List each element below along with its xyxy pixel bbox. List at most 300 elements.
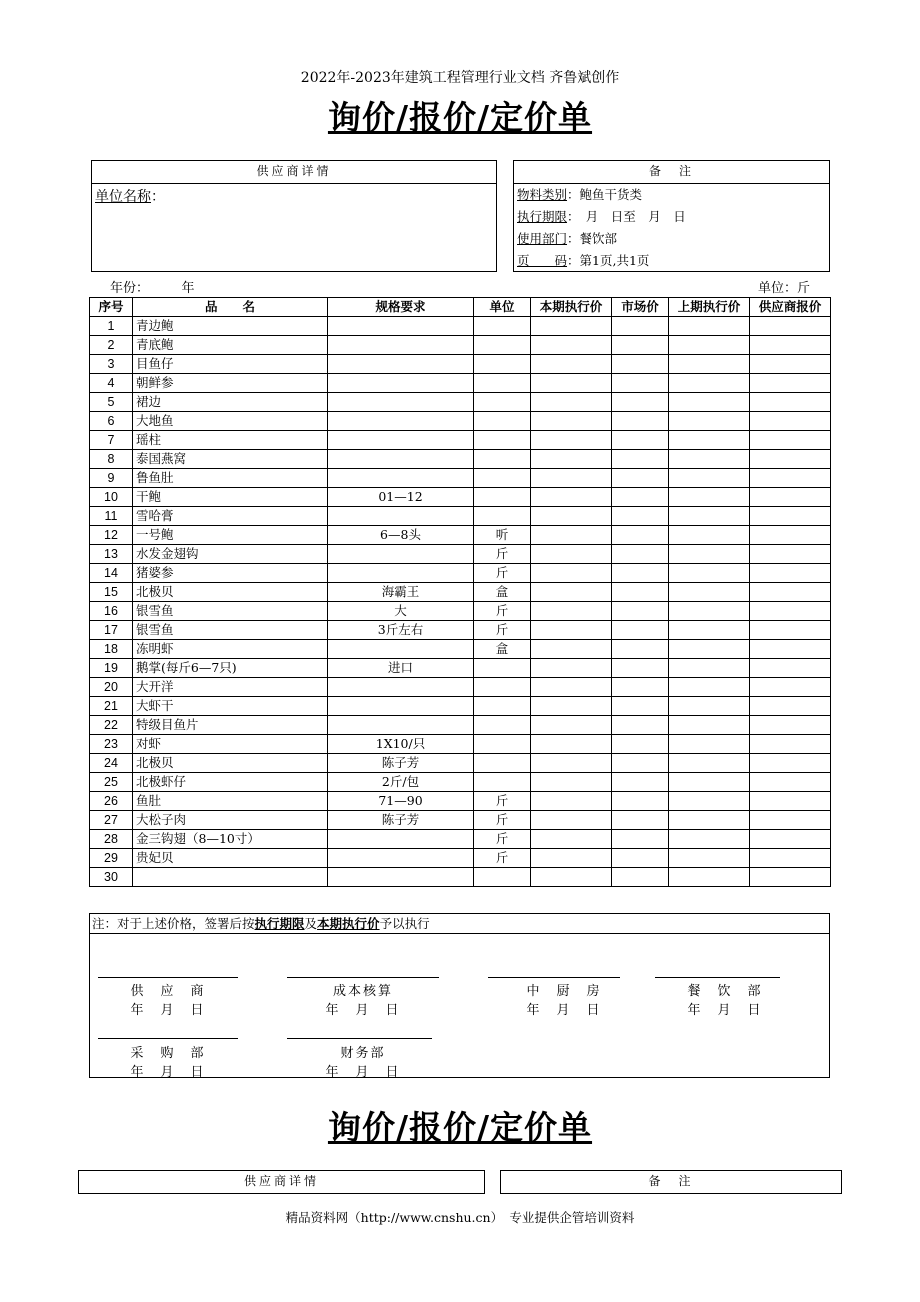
table-row xyxy=(90,640,831,659)
table-row xyxy=(90,412,831,431)
row-current-price xyxy=(531,849,612,868)
row-supplier-quote xyxy=(750,317,831,336)
row-index: 10 xyxy=(90,488,133,507)
row-supplier-quote xyxy=(750,431,831,450)
row-index: 2 xyxy=(90,336,133,355)
note-price: 本期执行价 xyxy=(317,916,380,931)
note-mid: 及 xyxy=(304,916,318,931)
table-header-row xyxy=(90,298,831,317)
signature-role: 供 应 商 xyxy=(130,984,206,999)
header-index: 序号 xyxy=(90,298,133,317)
row-unit xyxy=(474,716,531,735)
unit-name-row xyxy=(95,186,165,206)
execution-period-label: 执行期限 xyxy=(517,209,568,224)
supplier-details-heading-repeat: 供应商详情 xyxy=(243,1174,319,1188)
row-previous-price xyxy=(669,412,750,431)
unit-name-label: 单位名称 xyxy=(95,189,151,205)
row-supplier-quote xyxy=(750,716,831,735)
row-item-name: 鹅掌(每斤6—7只) xyxy=(133,659,328,678)
table-row xyxy=(90,336,831,355)
row-item-name: 大地鱼 xyxy=(133,412,328,431)
signature-role: 中 厨 房 xyxy=(526,984,602,999)
supplier-details-box-repeat xyxy=(78,1170,485,1194)
signature-date: 年 月 日 xyxy=(130,1065,206,1080)
row-index: 12 xyxy=(90,526,133,545)
row-market-price xyxy=(612,488,669,507)
page-footer: 精品资料网（http://www.cnshu.cn） 专业提供企管培训资料 xyxy=(285,1210,635,1225)
signature-purchasing xyxy=(98,1042,238,1080)
table-row xyxy=(90,469,831,488)
page-number-value: ：第1页,共1页 xyxy=(567,253,650,268)
row-current-price xyxy=(531,507,612,526)
row-spec xyxy=(328,355,474,374)
row-previous-price xyxy=(669,488,750,507)
row-supplier-quote xyxy=(750,393,831,412)
row-previous-price xyxy=(669,393,750,412)
row-item-name: 一号鲍 xyxy=(133,526,328,545)
row-spec xyxy=(328,830,474,849)
row-unit xyxy=(474,659,531,678)
row-current-price xyxy=(531,697,612,716)
row-spec: 3斤左右 xyxy=(328,621,474,640)
table-row xyxy=(90,849,831,868)
row-previous-price xyxy=(669,621,750,640)
row-spec xyxy=(328,393,474,412)
remarks-box-repeat xyxy=(500,1170,842,1194)
row-item-name: 大开洋 xyxy=(133,678,328,697)
remarks-execution-period xyxy=(517,210,686,224)
page-number-label: 页 码 xyxy=(517,253,568,268)
row-index: 24 xyxy=(90,754,133,773)
row-market-price xyxy=(612,811,669,830)
row-index: 26 xyxy=(90,792,133,811)
row-spec xyxy=(328,412,474,431)
row-index: 25 xyxy=(90,773,133,792)
row-market-price xyxy=(612,507,669,526)
row-supplier-quote xyxy=(750,412,831,431)
row-spec: 01—12 xyxy=(328,488,474,507)
row-previous-price xyxy=(669,678,750,697)
table-row xyxy=(90,507,831,526)
remarks-page-number xyxy=(517,254,649,268)
row-unit xyxy=(474,678,531,697)
row-index: 29 xyxy=(90,849,133,868)
header-current-price: 本期执行价 xyxy=(531,298,612,317)
price-table xyxy=(89,297,831,887)
row-supplier-quote xyxy=(750,811,831,830)
department-value: ：餐饮部 xyxy=(567,231,618,246)
row-item-name: 对虾 xyxy=(133,735,328,754)
table-row xyxy=(90,355,831,374)
remarks-box xyxy=(513,160,830,272)
row-previous-price xyxy=(669,336,750,355)
supplier-details-heading: 供应商详情 xyxy=(92,161,496,184)
signature-line-purchasing xyxy=(98,1038,238,1039)
row-current-price xyxy=(531,868,612,887)
row-spec: 陈子芳 xyxy=(328,811,474,830)
row-current-price xyxy=(531,393,612,412)
row-current-price xyxy=(531,374,612,393)
row-market-price xyxy=(612,317,669,336)
row-previous-price xyxy=(669,564,750,583)
row-unit: 盒 xyxy=(474,640,531,659)
table-row xyxy=(90,374,831,393)
row-unit: 斤 xyxy=(474,830,531,849)
row-spec xyxy=(328,697,474,716)
row-spec xyxy=(328,317,474,336)
row-unit xyxy=(474,393,531,412)
row-market-price xyxy=(612,697,669,716)
row-spec xyxy=(328,678,474,697)
table-row xyxy=(90,393,831,412)
row-spec xyxy=(328,640,474,659)
row-current-price xyxy=(531,526,612,545)
row-previous-price xyxy=(669,355,750,374)
row-supplier-quote xyxy=(750,374,831,393)
row-unit xyxy=(474,317,531,336)
row-unit: 盒 xyxy=(474,583,531,602)
signature-date: 年 月 日 xyxy=(325,1003,401,1018)
row-previous-price xyxy=(669,659,750,678)
row-spec xyxy=(328,716,474,735)
row-unit: 斤 xyxy=(474,849,531,868)
row-item-name: 贵妃贝 xyxy=(133,849,328,868)
row-unit: 斤 xyxy=(474,602,531,621)
row-spec xyxy=(328,431,474,450)
remarks-heading: 备 注 xyxy=(514,161,829,184)
row-current-price xyxy=(531,621,612,640)
row-item-name: 泰国燕窝 xyxy=(133,450,328,469)
row-index: 22 xyxy=(90,716,133,735)
row-current-price xyxy=(531,792,612,811)
row-previous-price xyxy=(669,469,750,488)
row-supplier-quote xyxy=(750,583,831,602)
row-current-price xyxy=(531,336,612,355)
row-market-price xyxy=(612,678,669,697)
header-market-price: 市场价 xyxy=(612,298,669,317)
table-row xyxy=(90,659,831,678)
row-previous-price xyxy=(669,868,750,887)
row-item-name: 大虾干 xyxy=(133,697,328,716)
document-header: 2022年-2023年建筑工程管理行业文档 齐鲁斌创作 xyxy=(300,70,620,86)
row-previous-price xyxy=(669,849,750,868)
row-supplier-quote xyxy=(750,602,831,621)
signature-supplier xyxy=(98,980,238,1018)
row-spec: 2斤/包 xyxy=(328,773,474,792)
row-current-price xyxy=(531,583,612,602)
signature-line-finance xyxy=(287,1038,432,1039)
row-market-price xyxy=(612,336,669,355)
signature-line-kitchen xyxy=(488,977,620,978)
signature-finance xyxy=(287,1042,439,1080)
table-row xyxy=(90,735,831,754)
row-unit xyxy=(474,355,531,374)
execution-note xyxy=(90,914,829,934)
signature-date: 年 月 日 xyxy=(325,1065,401,1080)
row-index: 6 xyxy=(90,412,133,431)
row-supplier-quote xyxy=(750,545,831,564)
row-index: 18 xyxy=(90,640,133,659)
row-current-price xyxy=(531,735,612,754)
row-supplier-quote xyxy=(750,754,831,773)
row-supplier-quote xyxy=(750,507,831,526)
row-market-price xyxy=(612,621,669,640)
row-index: 19 xyxy=(90,659,133,678)
row-index: 27 xyxy=(90,811,133,830)
row-current-price xyxy=(531,773,612,792)
table-row xyxy=(90,773,831,792)
row-unit: 听 xyxy=(474,526,531,545)
row-spec: 1X10/只 xyxy=(328,735,474,754)
row-unit xyxy=(474,754,531,773)
row-index: 16 xyxy=(90,602,133,621)
row-supplier-quote xyxy=(750,868,831,887)
year-label: 年份： 年 xyxy=(110,281,195,296)
row-previous-price xyxy=(669,773,750,792)
signature-role: 采 购 部 xyxy=(130,1046,206,1061)
header-supplier-quote: 供应商报价 xyxy=(750,298,831,317)
row-current-price xyxy=(531,469,612,488)
row-spec xyxy=(328,507,474,526)
row-previous-price xyxy=(669,754,750,773)
row-current-price xyxy=(531,830,612,849)
signature-date: 年 月 日 xyxy=(130,1003,206,1018)
row-supplier-quote xyxy=(750,659,831,678)
row-current-price xyxy=(531,412,612,431)
row-index: 15 xyxy=(90,583,133,602)
row-unit: 斤 xyxy=(474,792,531,811)
row-market-price xyxy=(612,849,669,868)
row-supplier-quote xyxy=(750,697,831,716)
row-item-name: 银雪鱼 xyxy=(133,602,328,621)
row-market-price xyxy=(612,640,669,659)
row-index: 23 xyxy=(90,735,133,754)
row-index: 14 xyxy=(90,564,133,583)
row-market-price xyxy=(612,830,669,849)
row-supplier-quote xyxy=(750,621,831,640)
row-index: 9 xyxy=(90,469,133,488)
header-spec: 规格要求 xyxy=(328,298,474,317)
row-item-name: 水发金翅钩 xyxy=(133,545,328,564)
table-row xyxy=(90,621,831,640)
page-title: 询价/报价/定价单 xyxy=(327,98,593,137)
row-item-name xyxy=(133,868,328,887)
table-row xyxy=(90,678,831,697)
row-index: 21 xyxy=(90,697,133,716)
row-supplier-quote xyxy=(750,830,831,849)
note-prefix: 注：对于上述价格，签署后按 xyxy=(92,916,255,931)
row-item-name: 银雪鱼 xyxy=(133,621,328,640)
row-index: 17 xyxy=(90,621,133,640)
row-market-price xyxy=(612,735,669,754)
row-previous-price xyxy=(669,830,750,849)
supplier-details-box xyxy=(91,160,497,272)
row-item-name: 青底鲍 xyxy=(133,336,328,355)
row-item-name: 北极贝 xyxy=(133,754,328,773)
row-supplier-quote xyxy=(750,526,831,545)
row-market-price xyxy=(612,868,669,887)
row-market-price xyxy=(612,450,669,469)
signature-date: 年 月 日 xyxy=(526,1003,602,1018)
row-current-price xyxy=(531,811,612,830)
row-unit xyxy=(474,412,531,431)
signature-role: 餐 饮 部 xyxy=(687,984,763,999)
row-unit: 斤 xyxy=(474,564,531,583)
row-index: 30 xyxy=(90,868,133,887)
material-type-label: 物料类别 xyxy=(517,187,568,202)
row-current-price xyxy=(531,602,612,621)
row-previous-price xyxy=(669,697,750,716)
row-spec xyxy=(328,374,474,393)
row-supplier-quote xyxy=(750,564,831,583)
row-spec xyxy=(328,849,474,868)
row-spec xyxy=(328,336,474,355)
row-unit: 斤 xyxy=(474,811,531,830)
table-row xyxy=(90,450,831,469)
row-current-price xyxy=(531,488,612,507)
row-spec: 海霸王 xyxy=(328,583,474,602)
row-item-name: 干鲍 xyxy=(133,488,328,507)
row-index: 20 xyxy=(90,678,133,697)
row-item-name: 裙边 xyxy=(133,393,328,412)
signature-role: 财务部 xyxy=(340,1046,386,1061)
row-item-name: 特级目鱼片 xyxy=(133,716,328,735)
row-spec xyxy=(328,469,474,488)
row-unit xyxy=(474,735,531,754)
row-spec: 进口 xyxy=(328,659,474,678)
row-previous-price xyxy=(669,583,750,602)
row-unit xyxy=(474,773,531,792)
unit-label: 单位：斤 xyxy=(758,281,811,296)
row-index: 8 xyxy=(90,450,133,469)
row-item-name: 瑶柱 xyxy=(133,431,328,450)
row-index: 1 xyxy=(90,317,133,336)
row-current-price xyxy=(531,564,612,583)
row-supplier-quote xyxy=(750,735,831,754)
row-spec: 71—90 xyxy=(328,792,474,811)
row-index: 28 xyxy=(90,830,133,849)
row-unit xyxy=(474,431,531,450)
table-row xyxy=(90,526,831,545)
header-item-name: 品 名 xyxy=(133,298,328,317)
signature-dining xyxy=(650,980,800,1018)
signature-kitchen xyxy=(488,980,640,1018)
remarks-heading-repeat: 备 注 xyxy=(648,1174,694,1188)
row-market-price xyxy=(612,583,669,602)
row-item-name: 朝鲜参 xyxy=(133,374,328,393)
row-current-price xyxy=(531,678,612,697)
row-unit: 斤 xyxy=(474,545,531,564)
row-previous-price xyxy=(669,526,750,545)
row-item-name: 青边鲍 xyxy=(133,317,328,336)
signature-line-supplier xyxy=(98,977,238,978)
table-row xyxy=(90,317,831,336)
row-spec xyxy=(328,450,474,469)
row-market-price xyxy=(612,393,669,412)
row-market-price xyxy=(612,659,669,678)
row-market-price xyxy=(612,602,669,621)
note-suffix: 予以执行 xyxy=(379,916,430,931)
remarks-department xyxy=(517,232,617,246)
row-item-name: 雪哈膏 xyxy=(133,507,328,526)
row-index: 5 xyxy=(90,393,133,412)
row-spec xyxy=(328,545,474,564)
row-supplier-quote xyxy=(750,640,831,659)
row-item-name: 冻明虾 xyxy=(133,640,328,659)
table-row xyxy=(90,754,831,773)
signature-line-dining xyxy=(655,977,780,978)
page-title-repeat: 询价/报价/定价单 xyxy=(327,1108,593,1147)
row-spec: 6—8头 xyxy=(328,526,474,545)
row-spec xyxy=(328,868,474,887)
row-current-price xyxy=(531,754,612,773)
row-supplier-quote xyxy=(750,849,831,868)
row-market-price xyxy=(612,792,669,811)
row-supplier-quote xyxy=(750,678,831,697)
table-row xyxy=(90,868,831,887)
row-market-price xyxy=(612,773,669,792)
row-market-price xyxy=(612,545,669,564)
row-supplier-quote xyxy=(750,792,831,811)
row-item-name: 目鱼仔 xyxy=(133,355,328,374)
signature-date: 年 月 日 xyxy=(687,1003,763,1018)
table-row xyxy=(90,545,831,564)
header-previous-price: 上期执行价 xyxy=(669,298,750,317)
remarks-material-type xyxy=(517,188,642,202)
row-item-name: 北极贝 xyxy=(133,583,328,602)
header-unit: 单位 xyxy=(474,298,531,317)
row-previous-price xyxy=(669,811,750,830)
row-supplier-quote xyxy=(750,355,831,374)
row-previous-price xyxy=(669,545,750,564)
row-previous-price xyxy=(669,640,750,659)
row-market-price xyxy=(612,355,669,374)
row-current-price xyxy=(531,716,612,735)
row-previous-price xyxy=(669,317,750,336)
row-market-price xyxy=(612,564,669,583)
row-spec xyxy=(328,564,474,583)
row-item-name: 猪婆参 xyxy=(133,564,328,583)
row-index: 4 xyxy=(90,374,133,393)
row-market-price xyxy=(612,374,669,393)
row-unit xyxy=(474,868,531,887)
row-previous-price xyxy=(669,374,750,393)
row-item-name: 鲁鱼肚 xyxy=(133,469,328,488)
row-unit xyxy=(474,488,531,507)
table-row xyxy=(90,564,831,583)
row-market-price xyxy=(612,526,669,545)
row-unit xyxy=(474,507,531,526)
row-previous-price xyxy=(669,716,750,735)
row-current-price xyxy=(531,545,612,564)
execution-period-value: ： 月 日至 月 日 xyxy=(567,209,686,224)
row-current-price xyxy=(531,431,612,450)
row-previous-price xyxy=(669,602,750,621)
row-current-price xyxy=(531,355,612,374)
row-current-price xyxy=(531,659,612,678)
table-row xyxy=(90,811,831,830)
signature-role: 成本核算 xyxy=(332,984,393,999)
row-index: 13 xyxy=(90,545,133,564)
signature-line-cost xyxy=(287,977,439,978)
row-supplier-quote xyxy=(750,450,831,469)
table-row xyxy=(90,697,831,716)
row-unit: 斤 xyxy=(474,621,531,640)
row-supplier-quote xyxy=(750,773,831,792)
row-current-price xyxy=(531,450,612,469)
row-item-name: 北极虾仔 xyxy=(133,773,328,792)
note-term: 执行期限 xyxy=(254,916,305,931)
